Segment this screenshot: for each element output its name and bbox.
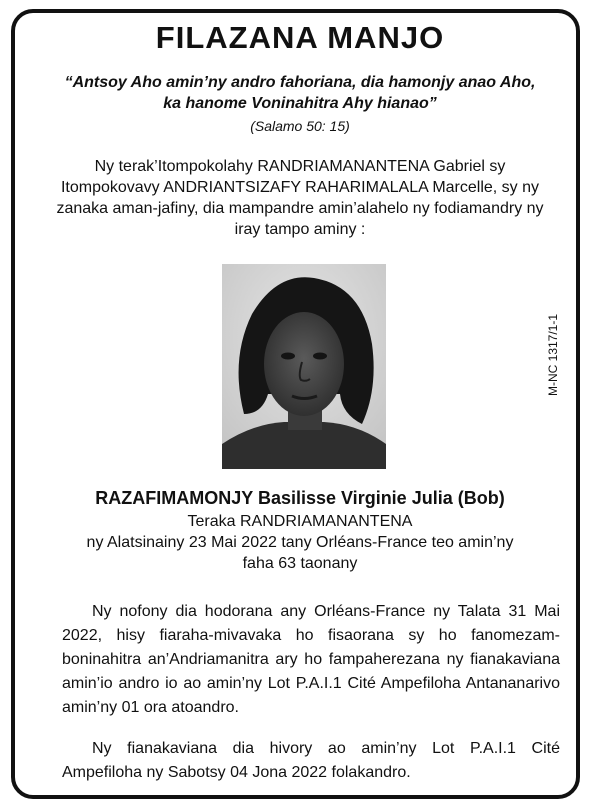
paragraph-line: Ny nofony dia hodorana any Orléans-France ny Talata 31 Mai (92, 603, 560, 620)
paragraph-line: Ny fianakaviana dia hivory ao amin’ny Lot P.A.I.1 Cité (92, 740, 560, 757)
intro-line: Ny terak’Itompokolahy RANDRIAMANANTENA Gabriel sy (94, 158, 506, 175)
paragraph-line: amin’ny 01 ora atoandro. (62, 699, 239, 716)
portrait-photo (222, 264, 386, 469)
paragraph-funeral (62, 600, 560, 720)
bible-quote (40, 72, 560, 114)
info-line: faha 63 taonany (242, 555, 358, 572)
quote-line: ka hanome Voninahitra Ahy hianao” (163, 95, 437, 112)
quote-reference: (Salamo 50: 15) (250, 118, 350, 134)
intro-line: zanaka aman-jafiny, dia mampandre amin’alahelo ny fodiamandry ny (56, 200, 544, 217)
info-line: Teraka RANDRIAMANANTENA (187, 513, 413, 530)
paragraph-line: boninahitra an’Andriamanitra ary ho fampaherezana ny fianakaviana (62, 651, 560, 668)
paragraph-line: 2022, hisy fiaraha-mivavaka ho fisaorana sy ho fanomezam- (62, 627, 560, 644)
intro-text (38, 156, 562, 240)
quote-line: “Antsoy Aho amin’ny andro fahoriana, dia hamonjy anao Aho, (64, 74, 536, 91)
paragraph-line: Ampefiloha ny Sabotsy 04 Jona 2022 folakandro. (62, 764, 411, 781)
intro-line: Itompokovavy ANDRIANTSIZAFY RAHARIMALALA Marcelle, sy ny (60, 179, 540, 196)
reference-code: M-NC 1317/1-1 (546, 313, 560, 397)
info-line: ny Alatsinainy 23 Mai 2022 tany Orléans-France teo amin’ny (86, 534, 514, 551)
intro-line: iray tampo aminy : (234, 221, 366, 238)
notice-title: FILAZANA MANJO (155, 20, 445, 55)
portrait-image (222, 264, 386, 469)
paragraph-gathering (62, 737, 560, 785)
paragraph-line: amin’io andro io ao amin’ny Lot P.A.I.1 Cité Ampefiloha Antananarivo (62, 675, 560, 692)
deceased-name: RAZAFIMAMONJY Basilisse Virginie Julia (Bob) (95, 488, 505, 508)
deceased-info (40, 511, 560, 574)
